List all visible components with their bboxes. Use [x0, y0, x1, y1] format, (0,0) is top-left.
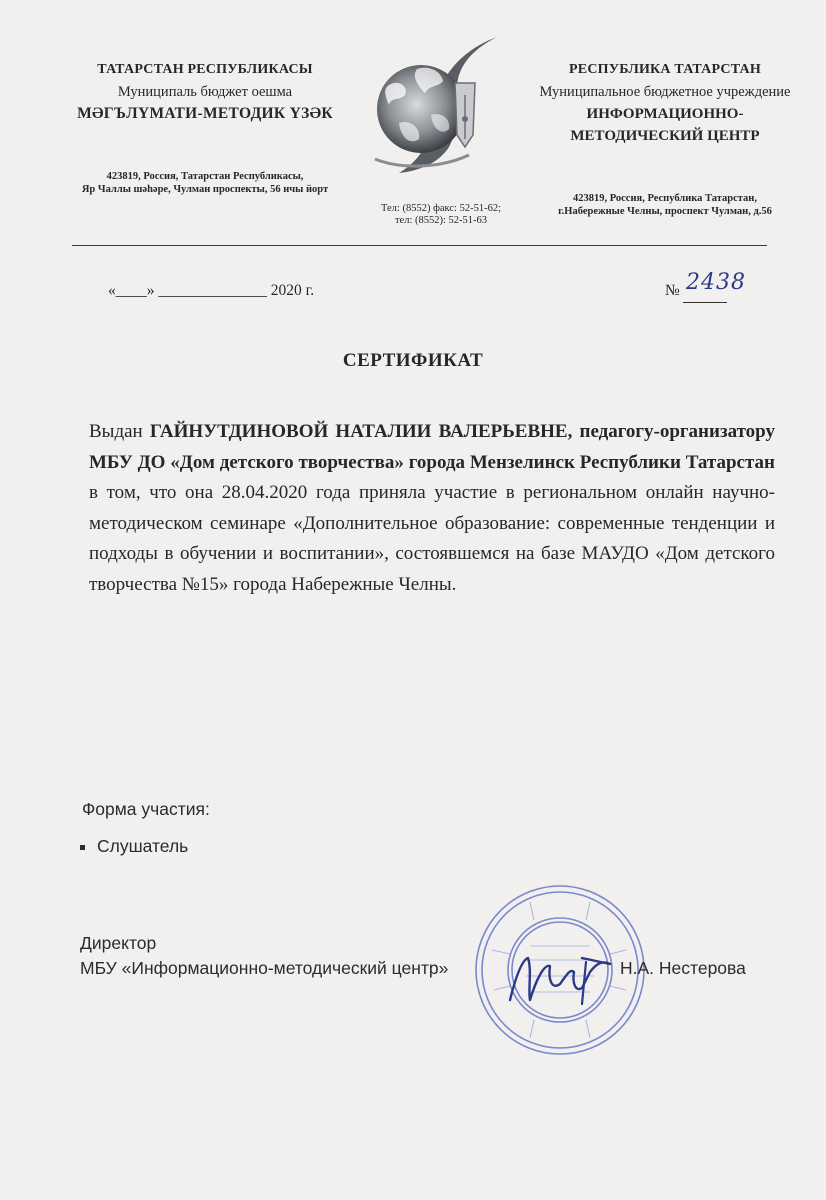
header-right-org-name-1: ИНФОРМАЦИОННО- [586, 106, 744, 122]
signatory-position: Директор [80, 933, 157, 953]
header-right-address-line2: г.Набережные Челны, проспект Чулман, д.56 [558, 206, 772, 217]
document-number-handwritten: 2438 [686, 270, 746, 295]
header-left-address-line1: 423819, Россия, Татарстан Республикасы, [106, 171, 304, 182]
body-recipient: ГАЙНУТДИНОВОЙ НАТАЛИИ ВАЛЕРЬЕВНЕ, педагогу-организатору МБУ ДО «Дом детского творчества» города Мензелинск Республики Татарстан [89, 421, 775, 473]
document-number-label: № [665, 282, 680, 299]
participation-item-text: Слушатель [97, 836, 189, 856]
header-right-address-line1: 423819, Россия, Республика Татарстан, [572, 193, 757, 204]
header-right-address [515, 192, 815, 218]
body-issued: Выдан [89, 421, 150, 442]
header-right-org-name-2: МЕТОДИЧЕСКИЙ ЦЕНТР [570, 128, 760, 144]
header-left-address-line2: Яр Чаллы шәһәре, Чулман проспекты, 56 нчы йорт [81, 184, 329, 195]
bullet-square-icon [80, 845, 85, 850]
header-right-block [515, 62, 815, 217]
certificate-body [89, 417, 775, 600]
header-left-address [55, 170, 355, 196]
header-left-block [55, 62, 355, 195]
header-divider [72, 245, 767, 246]
certificate-title: СЕРТИФИКАТ [342, 350, 484, 371]
header-left-org-name: МӘГЪЛҮМАТИ-МЕТОДИК ҮЗӘК [77, 105, 333, 122]
signatory-name: Н.А. Нестерова [620, 958, 746, 978]
participation-label: Форма участия: [82, 799, 210, 819]
header-telephone [366, 203, 516, 227]
header-telephone-line1: Тел: (8552) факс: 52-51-62; [381, 203, 501, 214]
organization-logo-icon [369, 35, 501, 175]
header-left-org-type: Муниципаль бюджет оешма [117, 84, 293, 100]
document-number-underline [683, 302, 727, 303]
document-date-line: «____» ______________ 2020 г. [108, 282, 315, 299]
header-left-republic: ТАТАРСТАН РЕСПУБЛИКАСЫ [97, 62, 313, 77]
header-telephone-line2: тел: (8552): 52-51-63 [394, 215, 488, 226]
header-right-org-type: Муниципальное бюджетное учреждение [539, 84, 791, 100]
header-right-republic: РЕСПУБЛИКА ТАТАРСТАН [569, 62, 761, 77]
participation-item [80, 836, 188, 857]
body-description: в том, что она 28.04.2020 года приняла участие в региональном онлайн научно-методическом семинаре «Дополнительное образование: современные тенденции и подходы в обучении и воспитании», состоявшемся на базе МАУДО «Дом детского творчества №15» города Набережные Челны. [89, 482, 775, 595]
signatory-organization: МБУ «Информационно-методический центр» [80, 958, 449, 978]
